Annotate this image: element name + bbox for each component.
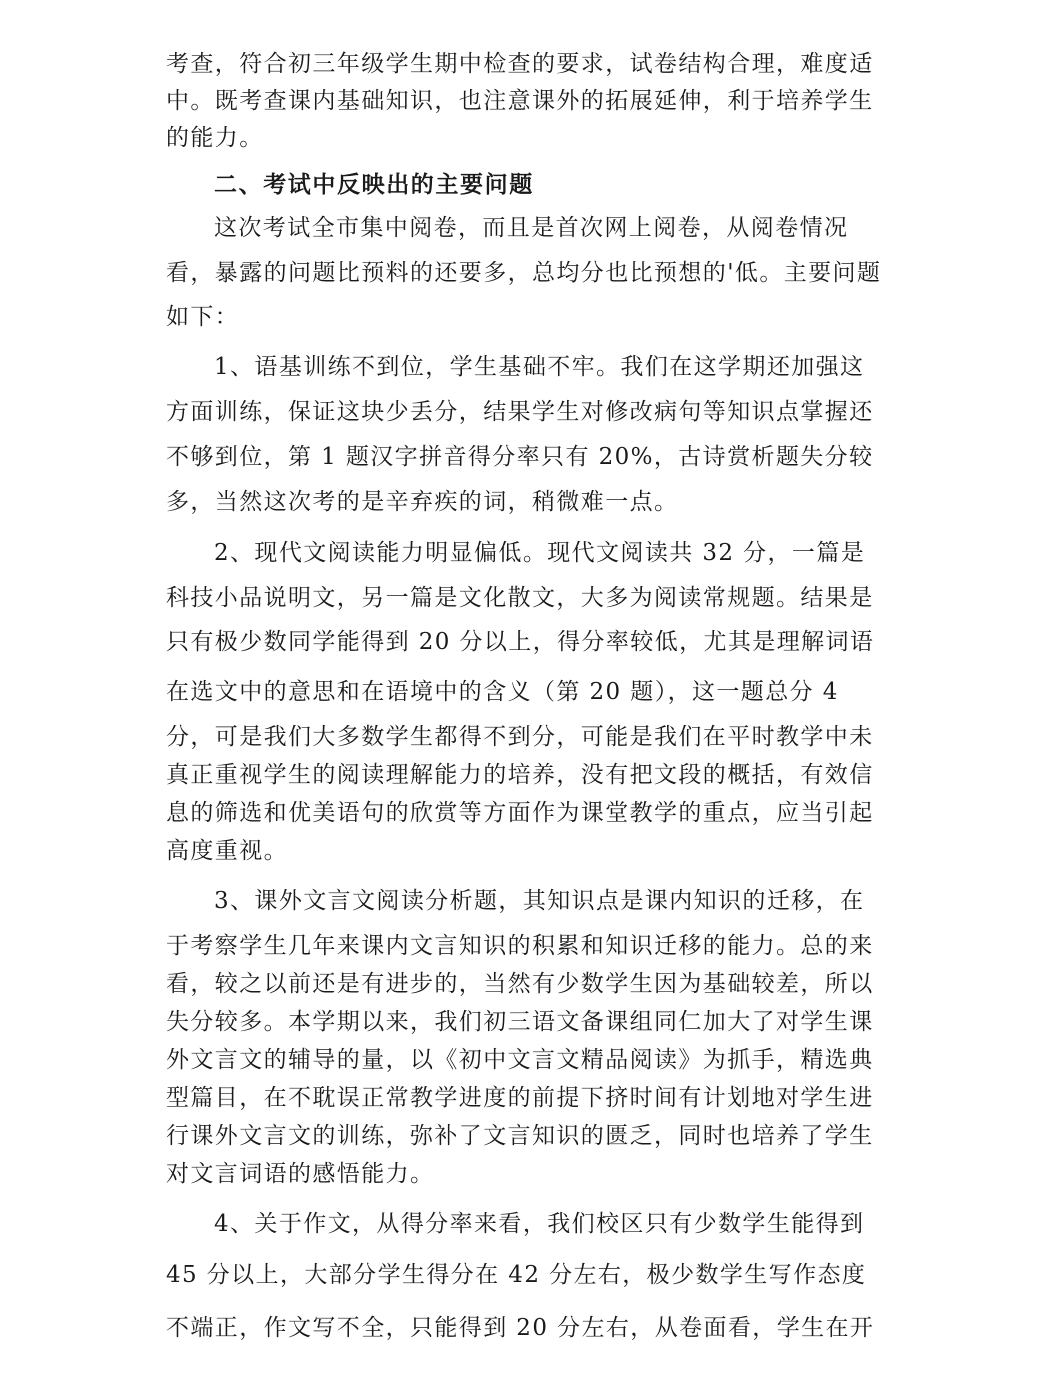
section-heading: 二、考试中反映出的主要问题 bbox=[214, 172, 534, 198]
text-line: 1、语基训练不到位，学生基础不牢。我们在这学期还加强这 bbox=[214, 354, 865, 380]
text-line: 只有极少数同学能得到 20 分以上，得分率较低，尤其是理解词语 bbox=[166, 629, 875, 655]
text-line: 如下： bbox=[166, 304, 240, 330]
text-line: 在选文中的意思和在语境中的含义（第 20 题），这一题总分 4 bbox=[166, 679, 839, 705]
text-line: 外文言文的辅导的量，以《初中文言文精品阅读》为抓手，精选典 bbox=[166, 1047, 874, 1073]
text-line: 3、课外文言文阅读分析题，其知识点是课内知识的迁移，在 bbox=[214, 888, 865, 914]
text-line: 高度重视。 bbox=[166, 838, 288, 864]
text-line: 不够到位，第 1 题汉字拼音得分率只有 20%，古诗赏析题失分较 bbox=[166, 444, 874, 470]
text-line: 多，当然这次考的是辛弃疾的词，稍微难一点。 bbox=[166, 489, 679, 515]
text-line: 看，较之以前还是有进步的，当然有少数学生因为基础较差，所以 bbox=[166, 971, 874, 997]
text-line: 4、关于作文，从得分率来看，我们校区只有少数学生能得到 bbox=[214, 1211, 865, 1237]
text-line: 于考察学生几年来课内文言知识的积累和知识迁移的能力。总的来 bbox=[166, 933, 874, 959]
text-line: 不端正，作文写不全，只能得到 20 分左右，从卷面看，学生在开 bbox=[166, 1315, 875, 1341]
text-line: 方面训练，保证这块少丢分，结果学生对修改病句等知识点掌握还 bbox=[166, 399, 874, 425]
text-line: 行课外文言文的训练，弥补了文言知识的匮乏，同时也培养了学生 bbox=[166, 1123, 874, 1149]
text-line: 中。既考查课内基础知识，也注意课外的拓展延伸，利于培养学生 bbox=[166, 88, 874, 114]
text-line: 分，可是我们大多数学生都得不到分，可能是我们在平时教学中未 bbox=[166, 724, 874, 750]
text-line: 真正重视学生的阅读理解能力的培养，没有把文段的概括，有效信 bbox=[166, 762, 874, 788]
text-line: 对文言词语的感悟能力。 bbox=[166, 1161, 435, 1187]
text-line: 息的筛选和优美语句的欣赏等方面作为课堂教学的重点，应当引起 bbox=[166, 800, 874, 826]
text-line: 型篇目，在不耽误正常教学进度的前提下挤时间有计划地对学生进 bbox=[166, 1085, 874, 1111]
text-line: 科技小品说明文，另一篇是文化散文，大多为阅读常规题。结果是 bbox=[166, 585, 874, 611]
text-line: 考查，符合初三年级学生期中检查的要求，试卷结构合理，难度适 bbox=[166, 51, 874, 77]
text-line: 的能力。 bbox=[166, 125, 264, 151]
text-line: 看，暴露的问题比预料的还要多，总均分也比预想的'低。主要问题 bbox=[166, 260, 882, 286]
text-line: 2、现代文阅读能力明显偏低。现代文阅读共 32 分，一篇是 bbox=[214, 540, 866, 566]
text-line: 45 分以上，大部分学生得分在 42 分左右，极少数学生写作态度 bbox=[166, 1262, 867, 1288]
text-line: 失分较多。本学期以来，我们初三语文备课组同仁加大了对学生课 bbox=[166, 1009, 874, 1035]
text-line: 这次考试全市集中阅卷，而且是首次网上阅卷，从阅卷情况 bbox=[214, 215, 849, 241]
